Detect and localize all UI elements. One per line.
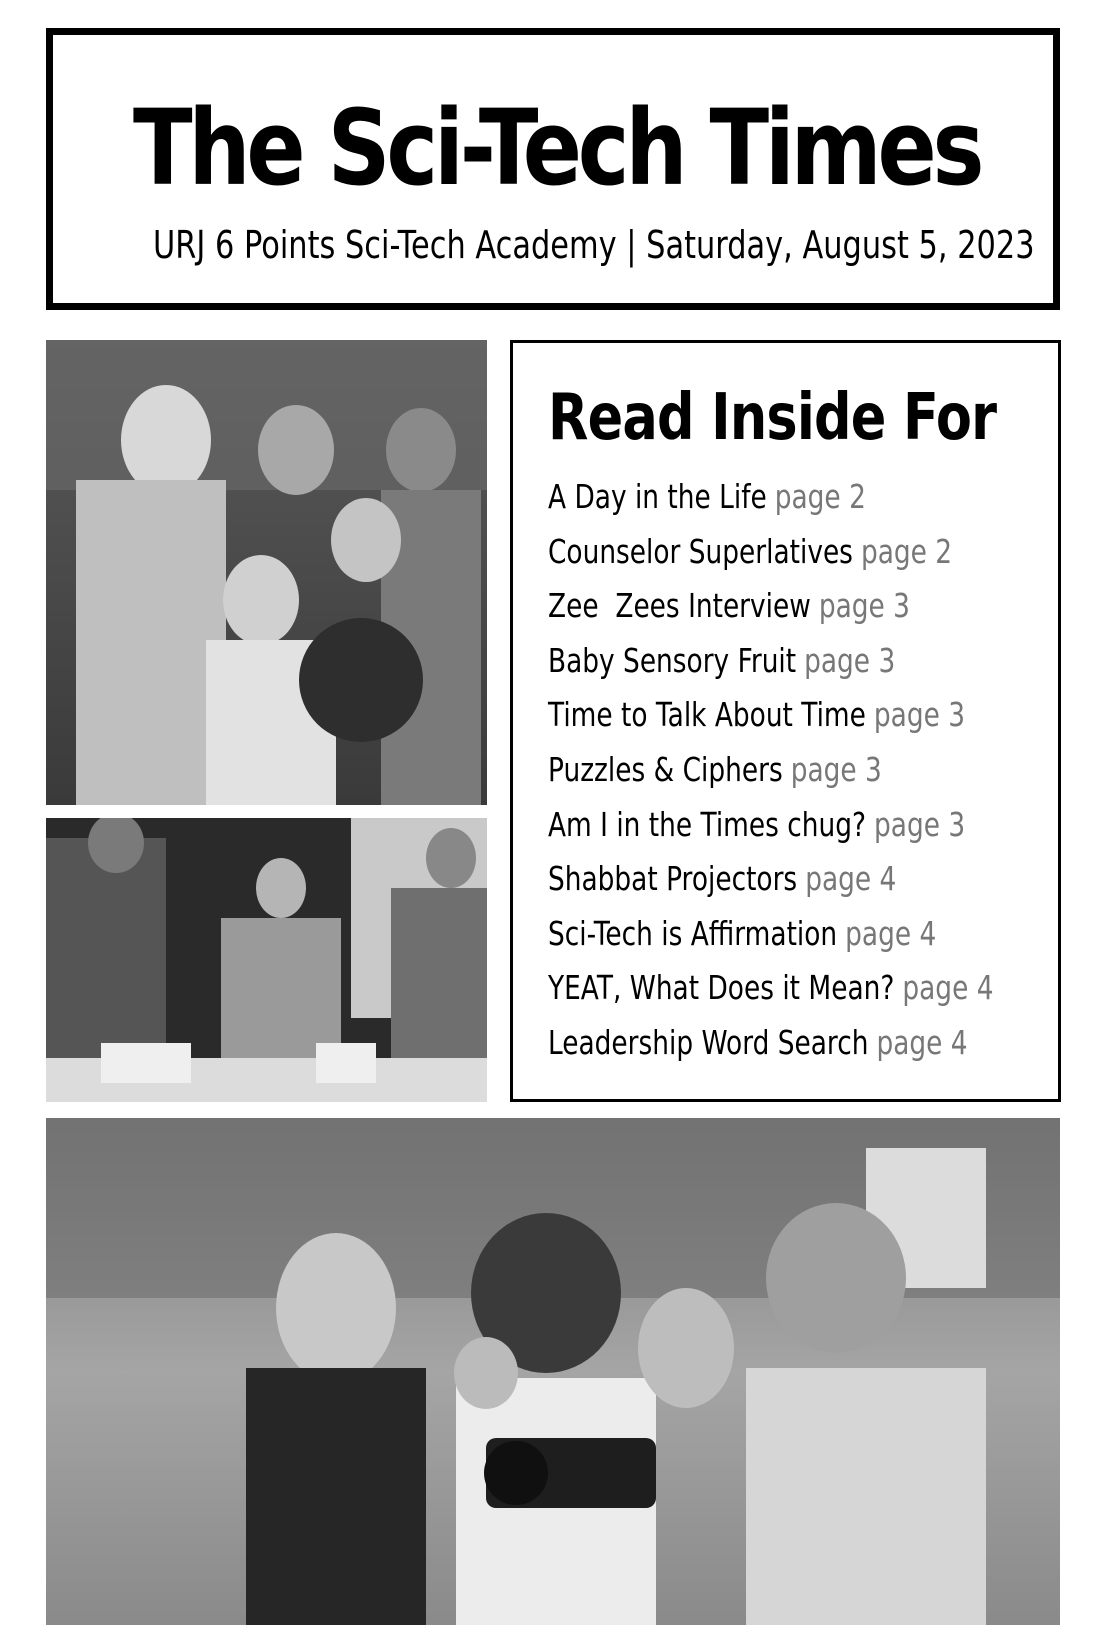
toc-item-title: Shabbat Projectors bbox=[548, 859, 798, 899]
toc-item-page: page 3 bbox=[790, 749, 882, 789]
toc-item bbox=[548, 798, 994, 853]
toc-item-page: page 3 bbox=[818, 586, 910, 626]
toc-item-title: Zee Zees Interview bbox=[548, 586, 811, 626]
torah-reading-photo bbox=[46, 818, 487, 1102]
toc-item-page: page 4 bbox=[902, 968, 994, 1008]
toc-item bbox=[548, 688, 994, 743]
toc-item bbox=[548, 743, 994, 798]
toc-list bbox=[548, 470, 1105, 1071]
toc-item-page: page 4 bbox=[805, 859, 897, 899]
toc-item bbox=[548, 1016, 994, 1071]
group-photo bbox=[46, 340, 487, 805]
toc-item-page: page 2 bbox=[860, 531, 953, 571]
toc-item-title: Puzzles & Ciphers bbox=[548, 749, 783, 789]
toc-item-title: Counselor Superlatives bbox=[548, 531, 853, 571]
toc-item bbox=[548, 470, 994, 525]
video-camera-photo bbox=[46, 1118, 1060, 1625]
toc-item-page: page 3 bbox=[873, 695, 966, 735]
toc-heading: Read Inside For bbox=[548, 381, 997, 455]
toc-item bbox=[548, 579, 994, 634]
toc-item-page: page 2 bbox=[774, 477, 866, 516]
toc-item-page: page 4 bbox=[845, 913, 937, 953]
toc-item-page: page 3 bbox=[804, 640, 896, 680]
toc-item bbox=[548, 961, 994, 1016]
toc-item-title: A Day in the Life bbox=[548, 477, 767, 516]
toc-item bbox=[548, 852, 994, 907]
newspaper-subtitle: URJ 6 Points Sci-Tech Academy | Saturday, August 5, 2023 bbox=[153, 223, 1035, 267]
toc-item bbox=[548, 634, 994, 689]
toc-item-page: page 4 bbox=[876, 1022, 968, 1062]
table-of-contents bbox=[510, 340, 1061, 1102]
toc-item bbox=[548, 907, 994, 962]
toc-item-title: Sci-Tech is Affirmation bbox=[548, 913, 838, 953]
masthead bbox=[46, 28, 1060, 310]
toc-item-page: page 3 bbox=[874, 804, 966, 844]
toc-item-title: Leadership Word Search bbox=[548, 1022, 869, 1062]
toc-item-title: Time to Talk About Time bbox=[548, 695, 866, 735]
newspaper-title: The Sci-Tech Times bbox=[133, 87, 981, 209]
toc-item-title: Am I in the Times chug? bbox=[548, 804, 867, 844]
toc-item-title: YEAT, What Does it Mean? bbox=[548, 968, 895, 1008]
toc-item-title: Baby Sensory Fruit bbox=[548, 640, 797, 680]
toc-item bbox=[548, 525, 994, 580]
